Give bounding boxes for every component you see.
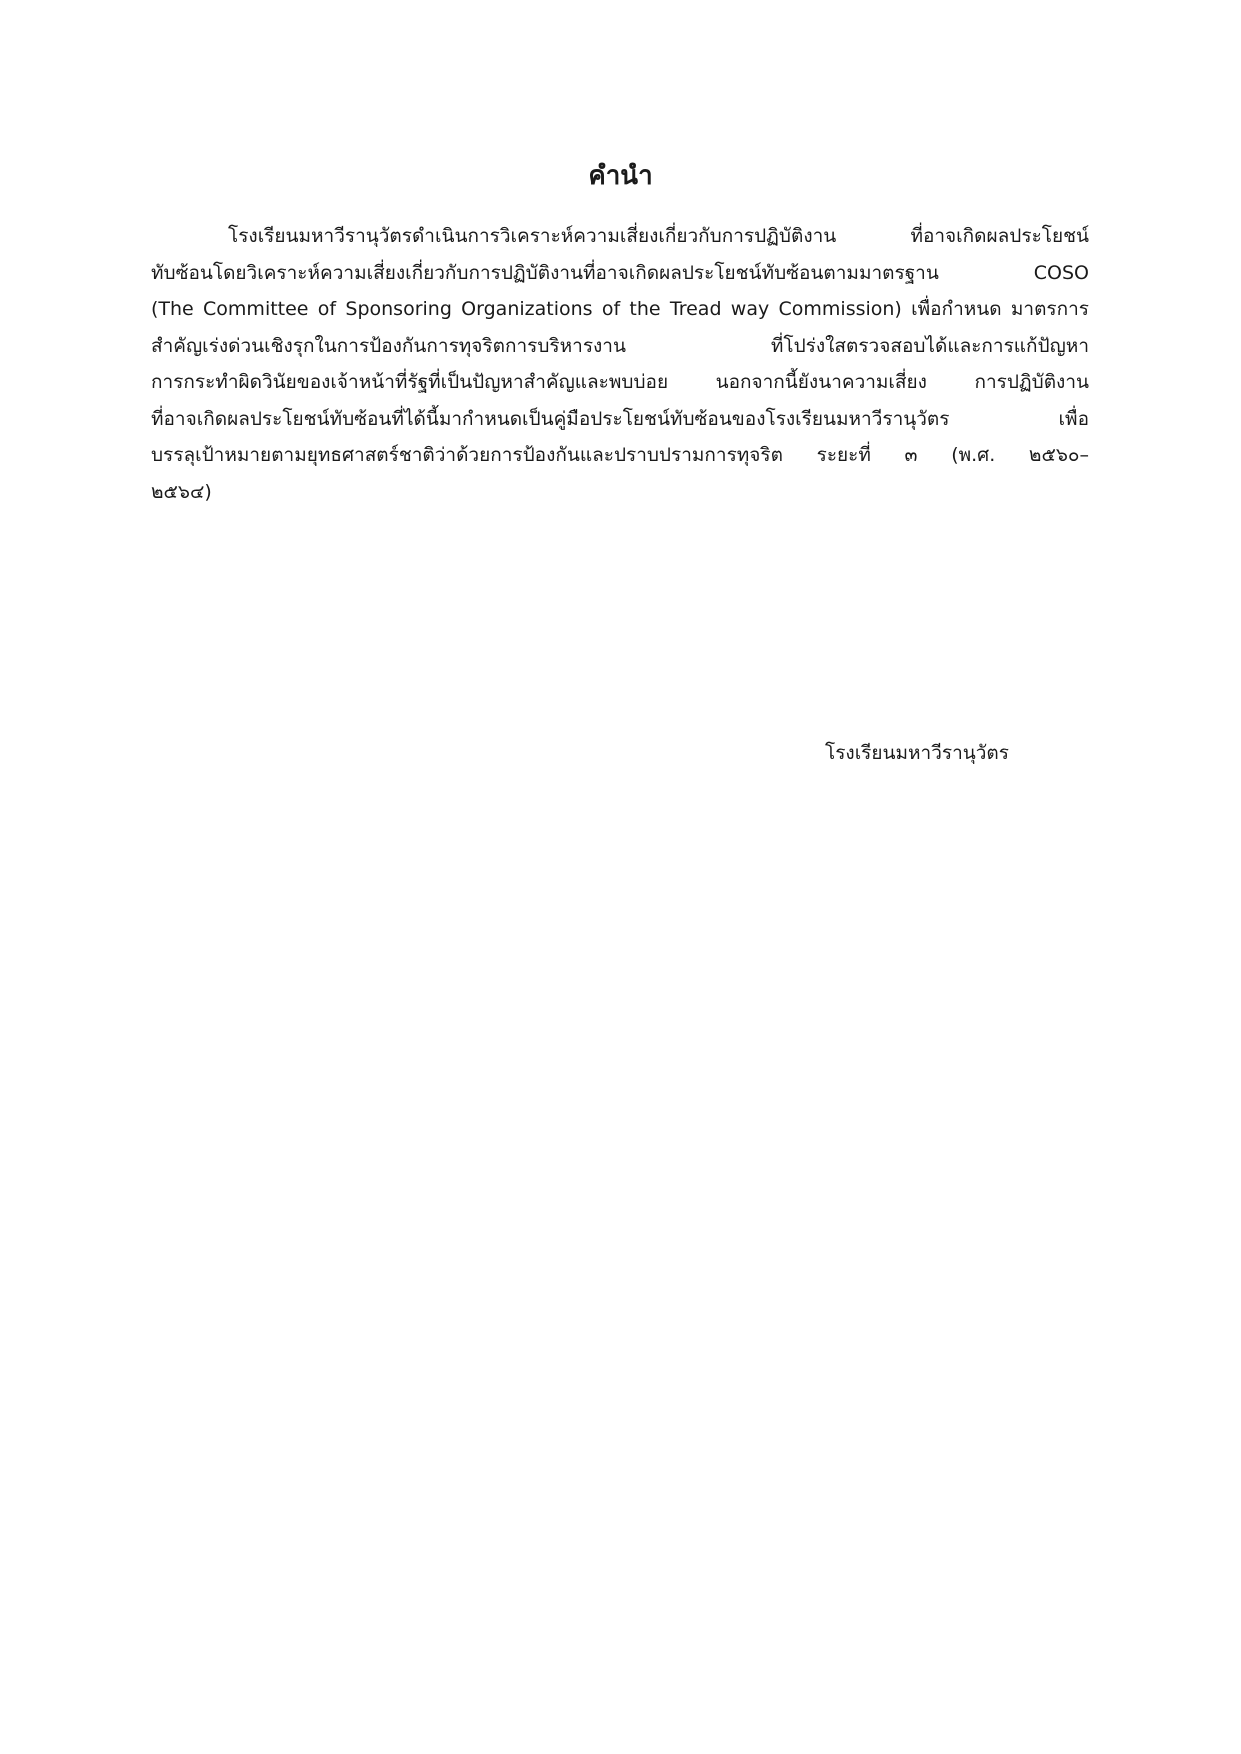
paragraph-line: ๒๕๖๔) — [151, 480, 212, 503]
preface-paragraph — [151, 218, 1089, 510]
paragraph-line: ทับซ้อนโดยวิเคราะห์ความเสี่ยงเกี่ยวกับการปฏิบัติงานที่อาจเกิดผลประโยชน์ทับซ้อนตามมาตรฐาน COSO — [151, 261, 1089, 284]
paragraph-line: โรงเรียนมหาวีรานุวัตรดำเนินการวิเคราะห์ความเสี่ยงเกี่ยวกับการปฏิบัติงาน ที่อาจเกิดผลประโยชน์ — [228, 225, 1089, 247]
signature-school-name: โรงเรียนมหาวีรานุวัตร — [825, 742, 1009, 764]
paragraph-line: การกระทำผิดวินัยของเจ้าหน้าที่รัฐที่เป็นปัญหาสำคัญและพบบ่อย นอกจากนี้ยังนาความเสี่ยง การปฏิบัติงาน — [151, 371, 1089, 393]
paragraph-line: (The Committee of Sponsoring Organizations of the Tread way Commission) เพื่อกำหนด มาตรการ — [151, 298, 1089, 320]
paragraph-line: บรรลุเป้าหมายตามยุทธศาสตร์ชาติว่าด้วยการป้องกันและปราบปรามการทุจริต ระยะที่ ๓ (พ.ศ. ๒๕๖๐– — [151, 444, 1089, 466]
paragraph-line: สำคัญเร่งด่วนเชิงรุกในการป้องกันการทุจริตการบริหารงาน ที่โปร่งใสตรวจสอบได้และการแก้ปัญหา — [151, 334, 1089, 357]
document-title: คำนำ — [588, 161, 653, 191]
paragraph-line: ที่อาจเกิดผลประโยชน์ทับซ้อนที่ได้นี้มากำหนดเป็นคู่มือประโยชน์ทับซ้อนของโรงเรียนมหาวีรานุวัตร เพื่อ — [151, 407, 1089, 430]
